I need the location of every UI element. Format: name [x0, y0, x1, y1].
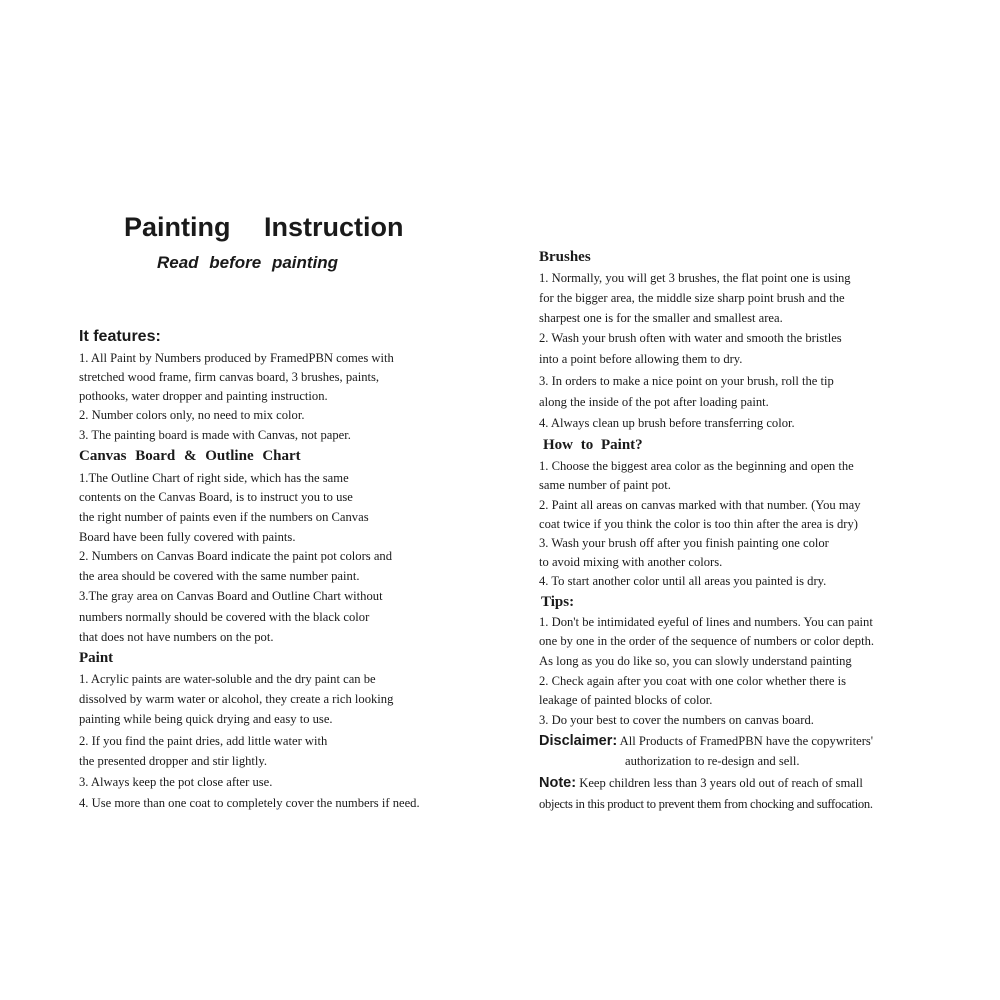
disclaimer-text: All Products of FramedPBN have the copywriters': [619, 734, 874, 748]
text-line: numbers normally should be covered with the black color: [79, 610, 370, 624]
text-line: 3. The painting board is made with Canvas, not paper.: [79, 428, 351, 442]
text-line: the area should be covered with the same number paint.: [79, 569, 360, 583]
note-label: Note:: [539, 775, 577, 791]
text-line: 2. If you find the paint dries, add little water with: [79, 734, 328, 748]
text-line: 2. Numbers on Canvas Board indicate the paint pot colors and: [79, 549, 393, 563]
text-line: 1. Don't be intimidated eyeful of lines and numbers. You can paint: [539, 615, 873, 629]
section-heading: Brushes: [539, 249, 591, 265]
text-line: Board have been fully covered with paints.: [79, 530, 296, 544]
text-line: 3.The gray area on Canvas Board and Outline Chart without: [79, 589, 383, 603]
section-heading: It features:: [79, 328, 161, 345]
text-line: 4. Use more than one coat to completely cover the numbers if need.: [79, 796, 420, 810]
text-line: 3. Always keep the pot close after use.: [79, 775, 273, 789]
section-heading: Canvas Board & Outline Chart: [79, 448, 301, 464]
section-heading: Tips:: [541, 594, 575, 610]
note-text: Keep children less than 3 years old out of reach of small: [579, 776, 863, 790]
text-line: 4. To start another color until all areas you painted is dry.: [539, 574, 827, 588]
section-heading: How to Paint?: [543, 437, 643, 453]
page-subtitle: Read before painting: [157, 253, 339, 272]
disclaimer-label: Disclaimer:: [539, 733, 618, 749]
text-line: contents on the Canvas Board, is to instruct you to use: [79, 490, 353, 504]
text-line: one by one in the order of the sequence of numbers or color depth.: [539, 634, 875, 648]
text-line: into a point before allowing them to dry.: [539, 352, 743, 366]
text-line: same number of paint pot.: [539, 478, 671, 492]
text-line: to avoid mixing with another colors.: [539, 555, 723, 569]
text-line: 2. Number colors only, no need to mix color.: [79, 408, 305, 422]
text-line: painting while being quick drying and easy to use.: [79, 712, 333, 726]
text-line: 2. Check again after you coat with one color whether there is: [539, 674, 847, 688]
text-line: 2. Wash your brush often with water and smooth the bristles: [539, 331, 842, 345]
text-line: 3. In orders to make a nice point on your brush, roll the tip: [539, 374, 834, 388]
text-line: pothooks, water dropper and painting instruction.: [79, 389, 328, 403]
text-line: stretched wood frame, firm canvas board, 3 brushes, paints,: [79, 370, 380, 384]
text-line: 2. Paint all areas on canvas marked with that number. (You may: [539, 498, 861, 512]
text-line: 1. Acrylic paints are water-soluble and the dry paint can be: [79, 672, 376, 686]
page-title: Painting Instruction: [124, 212, 404, 242]
text-line: that does not have numbers on the pot.: [79, 630, 274, 644]
text-line: the presented dropper and stir lightly.: [79, 754, 268, 768]
text-line: along the inside of the pot after loading paint.: [539, 395, 769, 409]
text-line: the right number of paints even if the numbers on Canvas: [79, 510, 369, 524]
text-line: 1. All Paint by Numbers produced by FramedPBN comes with: [79, 351, 394, 365]
text-line: 3. Wash your brush off after you finish painting one color: [539, 536, 829, 550]
disclaimer-text-line-2: authorization to re-design and sell.: [625, 754, 800, 768]
text-line: 3. Do your best to cover the numbers on canvas board.: [539, 713, 814, 727]
text-line: 1. Normally, you will get 3 brushes, the flat point one is using: [539, 271, 851, 285]
text-line: sharpest one is for the smaller and smallest area.: [539, 311, 783, 325]
text-line: 1. Choose the biggest area color as the beginning and open the: [539, 459, 854, 473]
text-line: coat twice if you think the color is too thin after the area is dry): [539, 517, 858, 531]
text-line: leakage of painted blocks of color.: [539, 693, 713, 707]
note-line: [539, 776, 863, 791]
section-heading: Paint: [79, 650, 114, 666]
text-line: for the bigger area, the middle size sharp point brush and the: [539, 291, 845, 305]
text-line: As long as you do like so, you can slowly understand painting: [539, 654, 852, 668]
disclaimer-line: [539, 734, 873, 749]
text-line: dissolved by warm water or alcohol, they create a rich looking: [79, 692, 394, 706]
text-line: 4. Always clean up brush before transferring color.: [539, 416, 795, 430]
note-text-line-2: objects in this product to prevent them from chocking and suffocation.: [539, 797, 873, 811]
text-line: 1.The Outline Chart of right side, which has the same: [79, 471, 349, 485]
